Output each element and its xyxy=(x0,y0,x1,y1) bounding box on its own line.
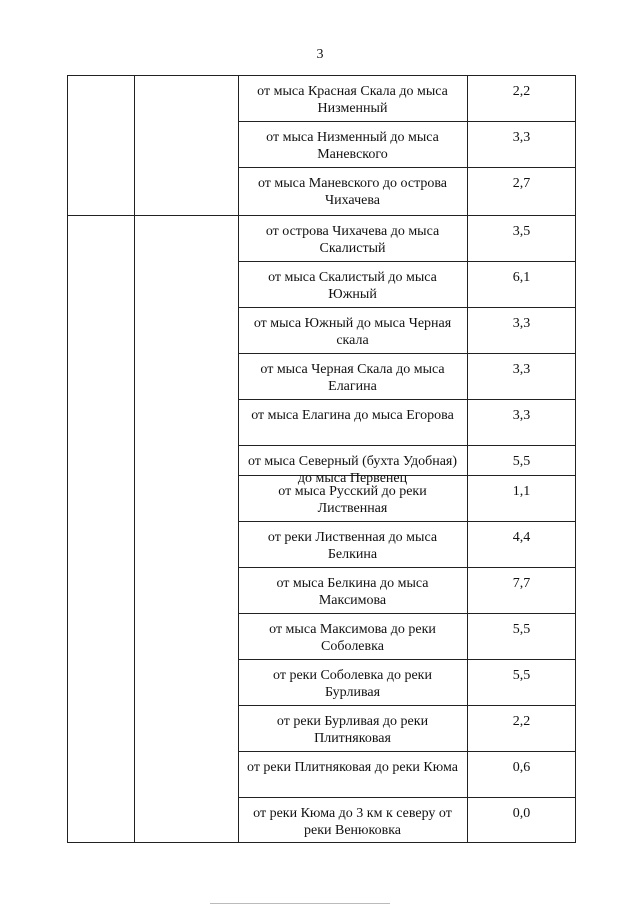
route-cell: от мыса Маневского до острова Чихачева xyxy=(257,176,447,208)
route-cell: от мыса Северный (бухта Удобная) до мыса Первенец xyxy=(247,454,458,486)
route-cell: от мыса Белкина до мыса Максимова xyxy=(276,576,429,608)
table-row-divider xyxy=(238,705,576,706)
route-cell: от мыса Скалистый до мыса Южный xyxy=(268,270,437,302)
route-cell: от мыса Низменный до мыса Маневского xyxy=(266,130,439,162)
table-row-divider xyxy=(238,261,576,262)
table-border-left xyxy=(67,75,68,843)
table-row-divider xyxy=(238,121,576,122)
route-cell: от реки Бурливая до реки Плитняковая xyxy=(276,714,429,746)
table-group-divider xyxy=(67,215,576,216)
route-cell: от мыса Елагина до мыса Егорова xyxy=(251,408,454,423)
distance-cell: 0,0 xyxy=(512,806,531,821)
distance-cell: 5,5 xyxy=(512,454,531,469)
route-cell: от мыса Южный до мыса Черная скала xyxy=(253,316,452,348)
distance-cell: 6,1 xyxy=(512,270,531,285)
table-row-divider xyxy=(238,167,576,168)
table-col-divider xyxy=(134,75,135,843)
distance-cell: 1,1 xyxy=(512,484,531,499)
distance-cell: 0,6 xyxy=(512,760,531,775)
route-cell: от реки Лиственная до мыса Белкина xyxy=(267,530,438,562)
coastline-table xyxy=(67,75,576,843)
page-number: 3 xyxy=(316,47,324,62)
route-cell: от мыса Красная Скала до мыса Низменный xyxy=(257,84,448,116)
distance-cell: 3,5 xyxy=(512,224,531,239)
scan-edge-line xyxy=(210,903,390,904)
route-cell: от реки Соболевка до реки Бурливая xyxy=(273,668,432,700)
distance-cell: 2,2 xyxy=(512,714,531,729)
route-cell: от реки Кюма до 3 км к северу от реки Венюковка xyxy=(253,806,452,838)
table-row-divider xyxy=(238,659,576,660)
table-row-divider xyxy=(238,399,576,400)
table-row-divider xyxy=(238,613,576,614)
distance-cell: 3,3 xyxy=(512,130,531,145)
route-cell: от острова Чихачева до мыса Скалистый xyxy=(265,224,440,256)
table-row-divider xyxy=(238,751,576,752)
table-row-divider xyxy=(238,307,576,308)
route-cell: от мыса Черная Скала до мыса Елагина xyxy=(260,362,445,394)
table-row-divider xyxy=(238,353,576,354)
distance-cell: 3,3 xyxy=(512,316,531,331)
table-row-divider xyxy=(238,521,576,522)
route-cell: от мыса Русский до реки Лиственная xyxy=(278,484,427,516)
distance-cell: 5,5 xyxy=(512,622,531,637)
route-cell: от мыса Максимова до реки Соболевка xyxy=(269,622,436,654)
route-cell: от реки Плитняковая до реки Кюма xyxy=(247,760,458,775)
table-row-divider xyxy=(238,445,576,446)
distance-cell: 3,3 xyxy=(512,362,531,377)
table-row-divider xyxy=(238,797,576,798)
distance-cell: 2,2 xyxy=(512,84,531,99)
table-border-top xyxy=(67,75,576,76)
distance-cell: 2,7 xyxy=(512,176,531,191)
distance-cell: 3,3 xyxy=(512,408,531,423)
table-row-divider xyxy=(238,567,576,568)
distance-cell: 5,5 xyxy=(512,668,531,683)
distance-cell: 4,4 xyxy=(512,530,531,545)
distance-cell: 7,7 xyxy=(512,576,531,591)
